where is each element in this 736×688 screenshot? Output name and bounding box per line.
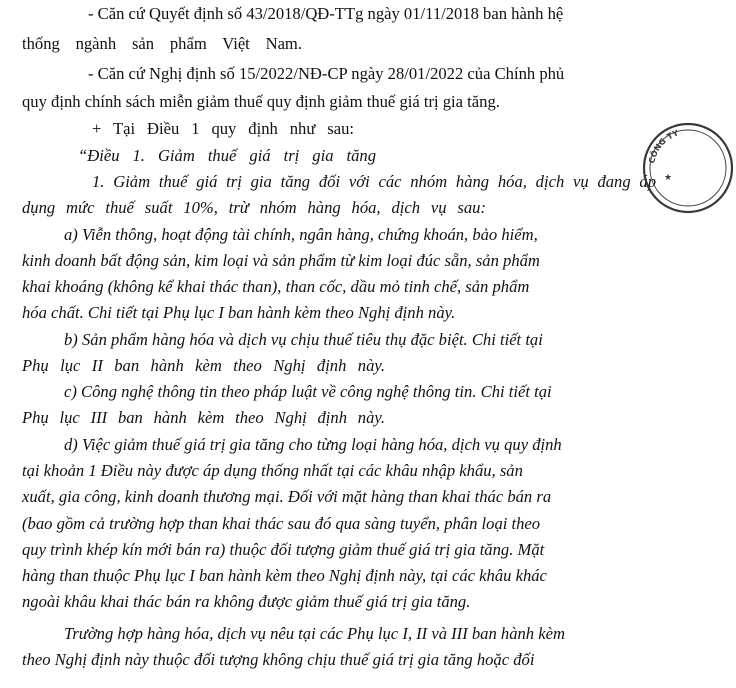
doc-line: quy trình khép kín mới bán ra) thuộc đối tượng giảm thuế giá trị gia tăng. Mặt <box>22 540 545 559</box>
company-stamp <box>640 120 736 216</box>
svg-text:CÔNG TY <box>647 128 680 164</box>
doc-line: xuất, gia công, kinh doanh thương mại. Đối với mặt hàng than khai thác bán ra <box>22 487 552 506</box>
doc-line: hàng than thuộc Phụ lục I ban hành kèm theo Nghị định này, tại các khâu khác <box>22 566 547 585</box>
doc-line: khai khoáng (không kể khai thác than), than cốc, dầu mỏ tinh chế, sản phẩm <box>22 277 530 296</box>
svg-text:★: ★ <box>664 173 673 183</box>
doc-line: a) Viễn thông, hoạt động tài chính, ngân hàng, chứng khoán, bảo hiểm, <box>64 225 538 244</box>
doc-line: b) Sản phẩm hàng hóa và dịch vụ chịu thuế tiêu thụ đặc biệt. Chi tiết tại <box>64 330 543 349</box>
doc-line: - Căn cứ Nghị định số 15/2022/NĐ-CP ngày 28/01/2022 của Chính phủ <box>88 64 565 83</box>
doc-line: c) Công nghệ thông tin theo pháp luật về công nghệ thông tin. Chi tiết tại <box>64 382 552 401</box>
doc-line: “Điều 1. Giảm thuế giá trị gia tăng <box>78 146 376 165</box>
doc-line: d) Việc giảm thuế giá trị gia tăng cho từng loại hàng hóa, dịch vụ quy định <box>64 435 562 454</box>
doc-line: - Căn cứ Quyết định số 43/2018/QĐ-TTg ngày 01/11/2018 ban hành hệ <box>88 4 564 23</box>
doc-line: 1. Giảm thuế giá trị gia tăng đối với các nhóm hàng hóa, dịch vụ đang áp <box>92 172 656 191</box>
doc-line: theo Nghị định này thuộc đối tượng không chịu thuế giá trị gia tăng hoặc đối <box>22 650 535 669</box>
doc-line: ngoài khâu khai thác bán ra không được giảm thuế giá trị gia tăng. <box>22 592 471 611</box>
doc-line: thống ngành sản phẩm Việt Nam. <box>22 34 302 53</box>
doc-line: hóa chất. Chi tiết tại Phụ lục I ban hành kèm theo Nghị định này. <box>22 303 456 322</box>
doc-line: tại khoản 1 Điều này được áp dụng thống nhất tại các khâu nhập khẩu, sản <box>22 461 523 480</box>
stamp-text: CÔNG TY <box>647 128 680 165</box>
doc-line: (bao gồm cả trường hợp than khai thác sau đó qua sàng tuyển, phân loại theo <box>22 514 541 533</box>
doc-line: quy định chính sách miễn giảm thuế quy định giảm thuế giá trị gia tăng. <box>22 92 500 111</box>
doc-line: dụng mức thuế suất 10%, trừ nhóm hàng hóa, dịch vụ sau: <box>22 198 486 217</box>
doc-line: + Tại Điều 1 quy định như sau: <box>92 119 354 138</box>
doc-line: Phụ lục II ban hành kèm theo Nghị định này. <box>22 356 385 375</box>
doc-line: Phụ lục III ban hành kèm theo Nghị định này. <box>22 408 385 427</box>
doc-line: kinh doanh bất động sản, kim loại và sản phẩm từ kim loại đúc sẵn, sản phẩm <box>22 251 540 270</box>
doc-line: Trường hợp hàng hóa, dịch vụ nêu tại các Phụ lục I, II và III ban hành kèm <box>64 624 565 643</box>
